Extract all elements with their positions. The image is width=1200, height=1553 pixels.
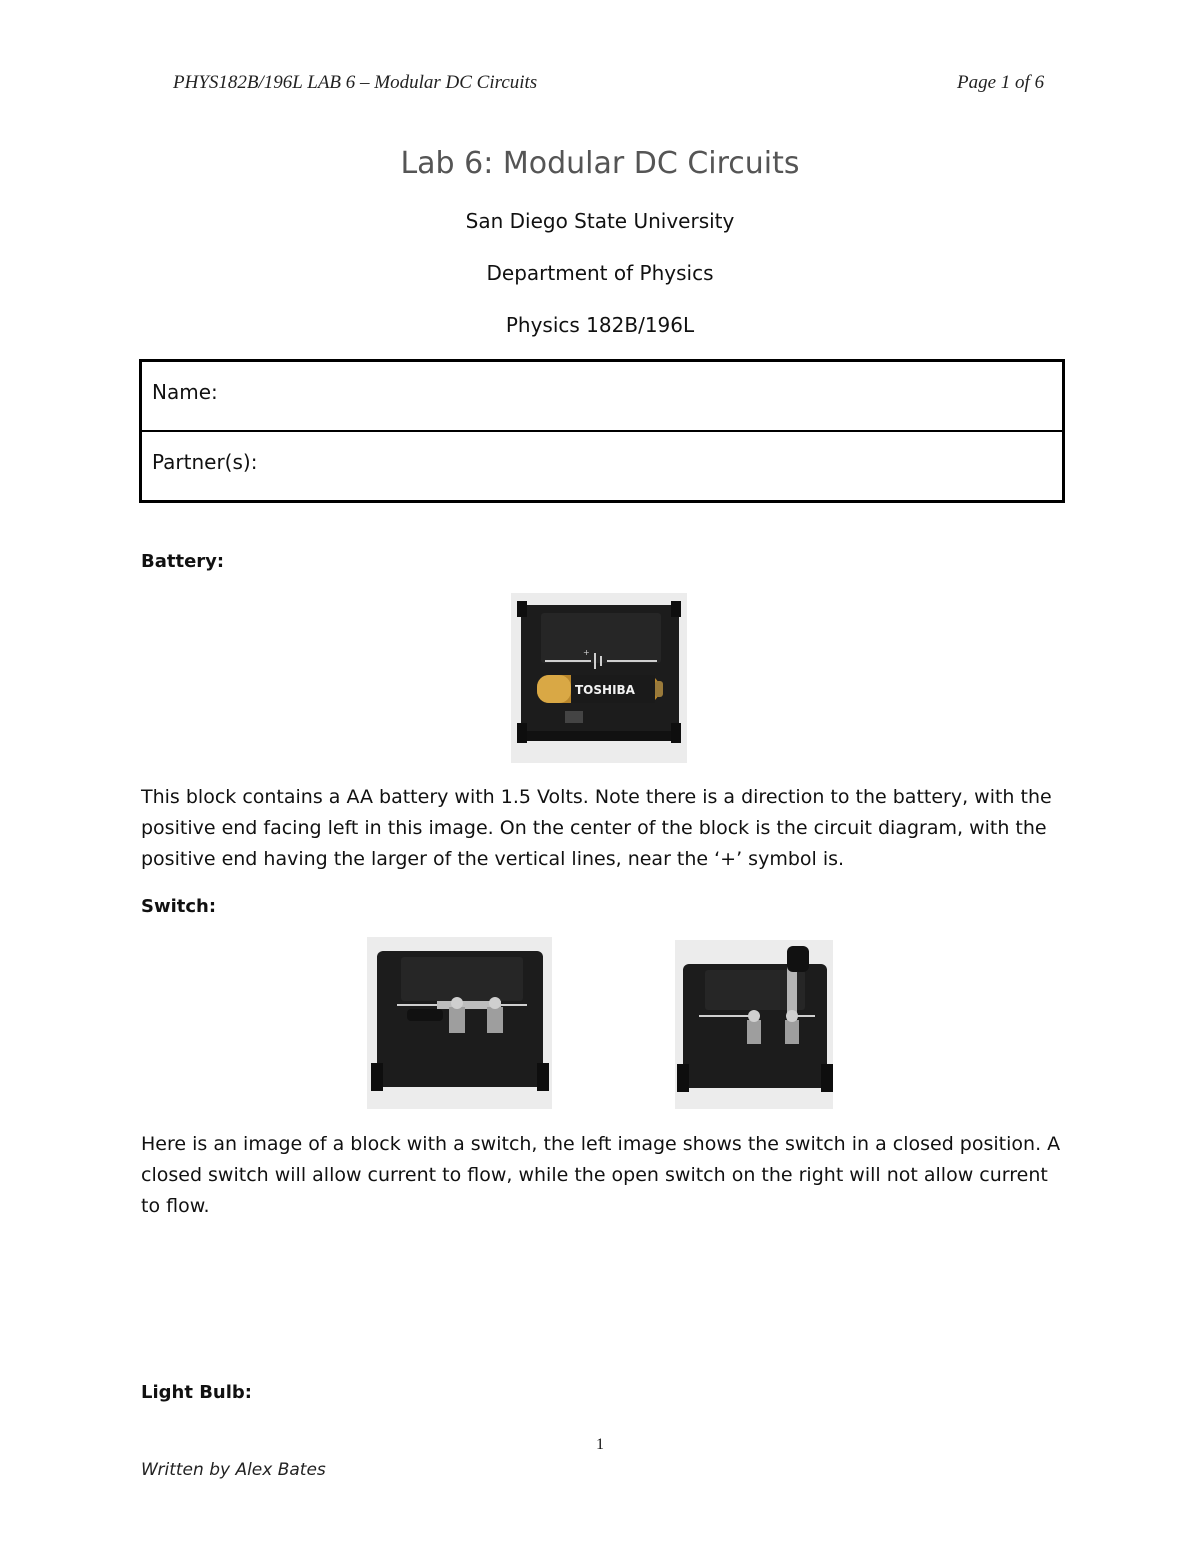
- department-name: Department of Physics: [486, 261, 714, 285]
- name-label: Name:: [152, 380, 218, 404]
- course-name: Physics 182B/196L: [505, 313, 695, 337]
- switch-closed-photo-icon: [367, 937, 552, 1109]
- switch-open-photo-icon: [675, 940, 833, 1109]
- partners-label: Partner(s):: [152, 450, 258, 474]
- page-title: Lab 6: Modular DC Circuits: [400, 146, 800, 181]
- switch-heading: Switch:: [141, 896, 217, 917]
- switch-description: Here is an image of a block with a switch, the left image shows the switch in a closed position. A closed switch will allow current to flow, while the open switch on the right will not allow current to flow.: [141, 1133, 1061, 1217]
- author-credit: Written by Alex Bates: [141, 1460, 326, 1480]
- page-number: 1: [596, 1436, 604, 1453]
- partners-field[interactable]: [142, 432, 1062, 500]
- svg-text:+: +: [583, 648, 590, 657]
- name-field[interactable]: [142, 362, 1062, 430]
- header-page-label: Page 1 of 6: [957, 72, 1045, 93]
- university-name: San Diego State University: [465, 209, 735, 233]
- battery-block-photo-icon: [511, 593, 687, 763]
- battery-brand-label: TOSHIBA: [575, 683, 635, 697]
- battery-description: This block contains a AA battery with 1.5 Volts. Note there is a direction to the battery, with the positive end facing left in this image. On the center of the block is the circuit diagram, with the positive end having the larger of the vertical lines, near the ‘+’ symbol is.: [141, 786, 1052, 870]
- student-info-box: [139, 359, 1065, 503]
- light-bulb-heading: Light Bulb:: [141, 1382, 252, 1403]
- battery-heading: Battery:: [141, 551, 225, 572]
- header-course-title: PHYS182B/196L LAB 6 – Modular DC Circuits: [173, 72, 538, 93]
